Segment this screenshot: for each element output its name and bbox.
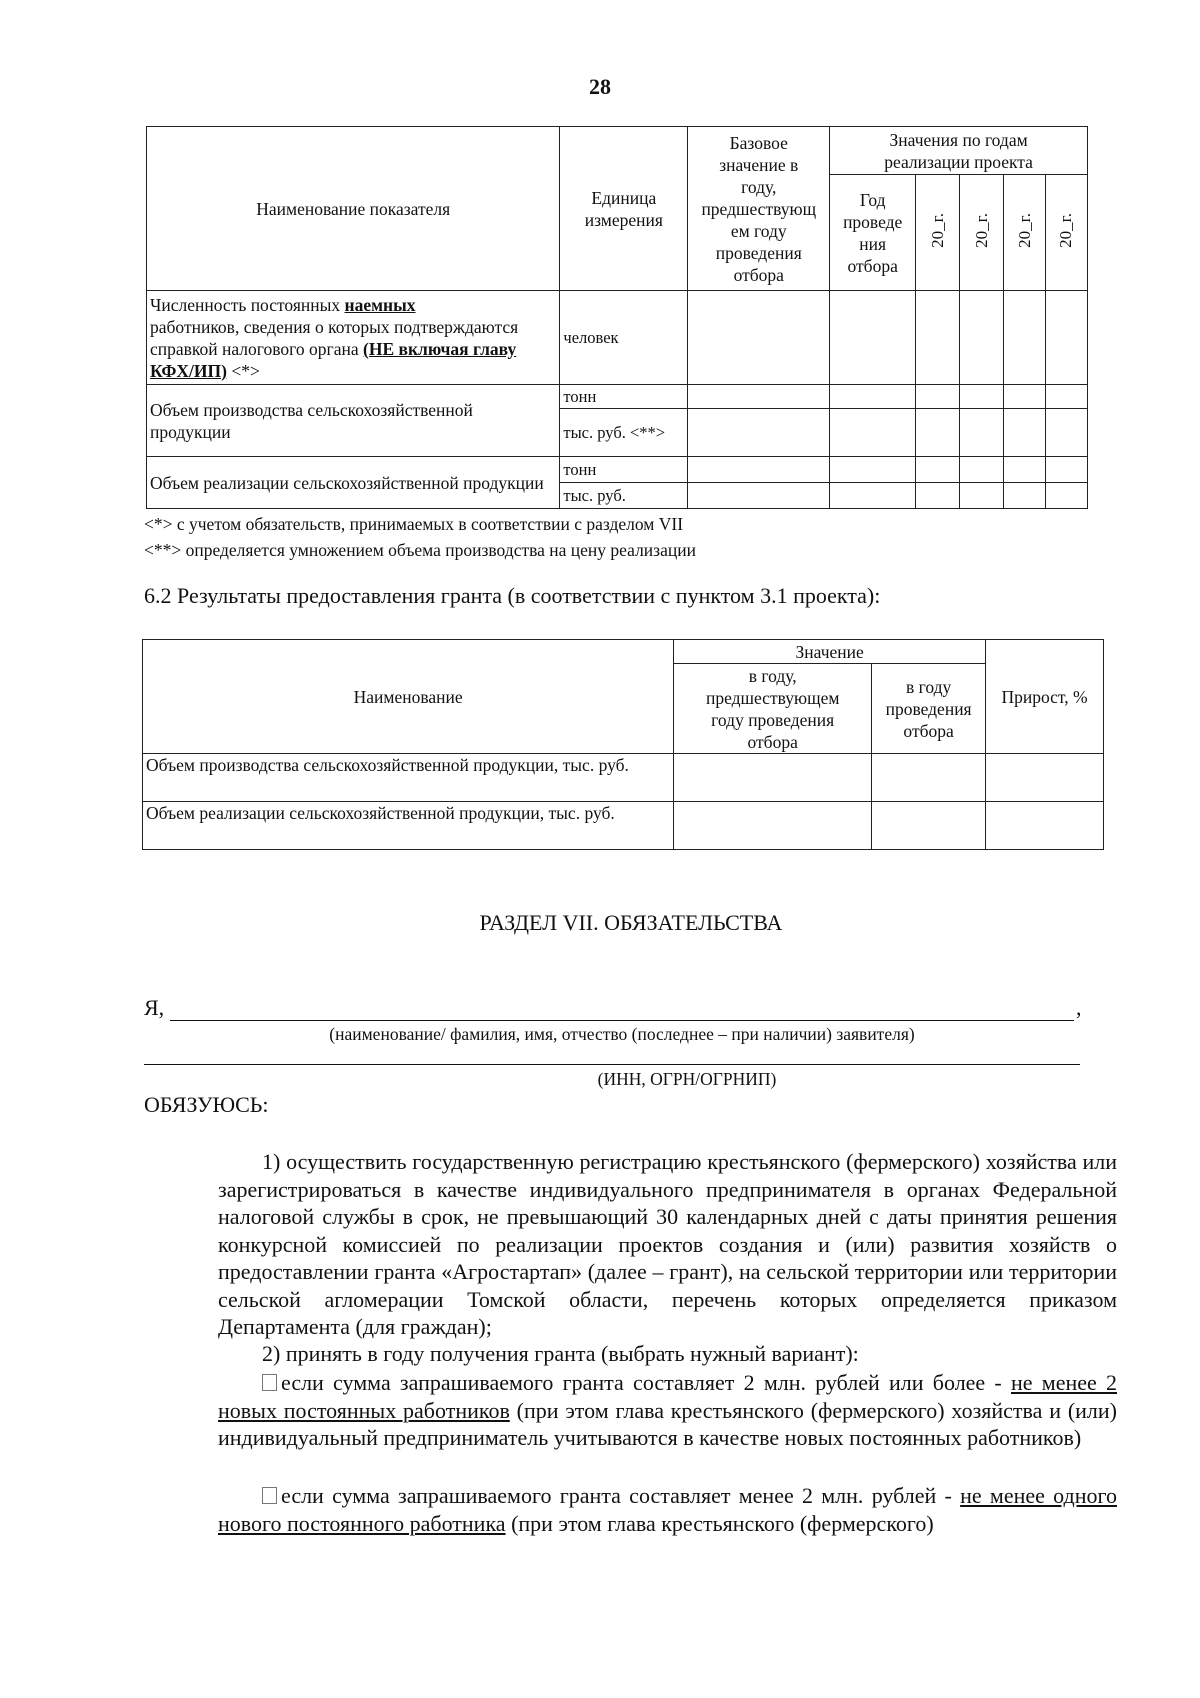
row-sales-unit-tons: тонн <box>560 457 688 483</box>
header-sel-year: в году проведения отбора <box>872 664 986 754</box>
option-1: если сумма запрашиваемого гранта составляет 2 млн. рублей или более - не менее 2 новых постоянных работников (при этом глава крестьянского (фермерского) хозяйства и (или) индивидуальный предприниматель учитываются в качестве новых постоянных работников) <box>218 1370 1117 1450</box>
row-employees-unit: человек <box>560 291 688 385</box>
ya-label: Я, <box>144 995 165 1020</box>
section-6-2-heading: 6.2 Результаты предоставления гранта (в соответствии с пунктом 3.1 проекта): <box>144 583 881 608</box>
row-employees-name: Численность постоянных наемных работников, сведения о которых подтверждаются справкой налогового органа (НЕ включая главу КФХ/ИП) <*> <box>147 291 560 385</box>
row-production-unit-rub: тыс. руб. <**> <box>560 409 688 457</box>
header-value: Значение <box>674 640 986 664</box>
row-sales-unit-rub: тыс. руб. <box>560 483 688 509</box>
inn-caption: (ИНН, ОГРН/ОГРНИП) <box>597 1069 777 1089</box>
header-unit: Единица измерения <box>560 127 688 291</box>
indicators-table <box>146 126 1088 509</box>
name-caption: (наименование/ фамилия, имя, отчество (последнее – при наличии) заявителя) <box>329 1024 915 1044</box>
grant-results-table <box>142 639 1104 850</box>
item-1: 1) осуществить государственную регистрацию крестьянского (фермерского) хозяйства или зарегистрироваться в качестве индивидуального предпринимателя в органах Федеральной налоговой службы в срок, не превышающий 30 календарных дней с даты принятия решения конкурсной комиссией по реализации проектов создания и (или) развития хозяйств о предоставлении гранта «Агростартап» (далее – грант), на сельской территории или территории сельской агломерации Томской области, перечень которых определяется приказом Департамента (для граждан); <box>218 1149 1117 1339</box>
option-2: если сумма запрашиваемого гранта составляет менее 2 млн. рублей - не менее одного нового постоянного работника (при этом глава крестьянского (фермерского) <box>218 1483 1117 1536</box>
section-vii-title: РАЗДЕЛ VII. ОБЯЗАТЕЛЬСТВА <box>479 910 783 935</box>
row-production-unit-tons: тонн <box>560 385 688 409</box>
header-year-2: 20_г. <box>960 175 1004 291</box>
option-1-checkbox[interactable] <box>262 1374 277 1391</box>
option-2-checkbox[interactable] <box>262 1487 277 1504</box>
header-years-group: Значения по годам реализации проекта <box>830 127 1088 175</box>
header-name: Наименование <box>143 640 674 754</box>
header-year-1: 20_г. <box>916 175 960 291</box>
row-production-name: Объем производства сельскохозяйственной продукции <box>147 385 560 457</box>
header-year-3: 20_г. <box>1004 175 1046 291</box>
page-number: 28 <box>589 74 611 99</box>
header-growth: Прирост, % <box>986 640 1104 754</box>
row-sales-name: Объем реализации сельскохозяйственной продукции <box>147 457 560 509</box>
row-production-value: Объем производства сельскохозяйственной продукции, тыс. руб. <box>143 754 674 802</box>
header-base-value: Базовое значение в году, предшествующ ем году проведения отбора <box>688 127 830 291</box>
header-year-4: 20_г. <box>1045 175 1087 291</box>
footnote-1: <*> с учетом обязательств, принимаемых в соответствии с разделом VII <box>144 514 684 534</box>
row-sales-value: Объем реализации сельскохозяйственной продукции, тыс. руб. <box>143 802 674 850</box>
inn-line[interactable] <box>144 1064 1080 1065</box>
item-2: 2) принять в году получения гранта (выбрать нужный вариант): <box>262 1341 859 1366</box>
header-prev-year: в году, предшествующем году проведения отбора <box>674 664 872 754</box>
applicant-name-line[interactable] <box>170 1020 1074 1021</box>
obyazuyus-heading: ОБЯЗУЮСЬ: <box>144 1092 269 1117</box>
header-selection-year: Год проведе ния отбора <box>830 175 916 291</box>
comma: , <box>1076 995 1082 1020</box>
header-indicator: Наименование показателя <box>147 127 560 291</box>
footnote-2: <**> определяется умножением объема производства на цену реализации <box>144 540 696 560</box>
